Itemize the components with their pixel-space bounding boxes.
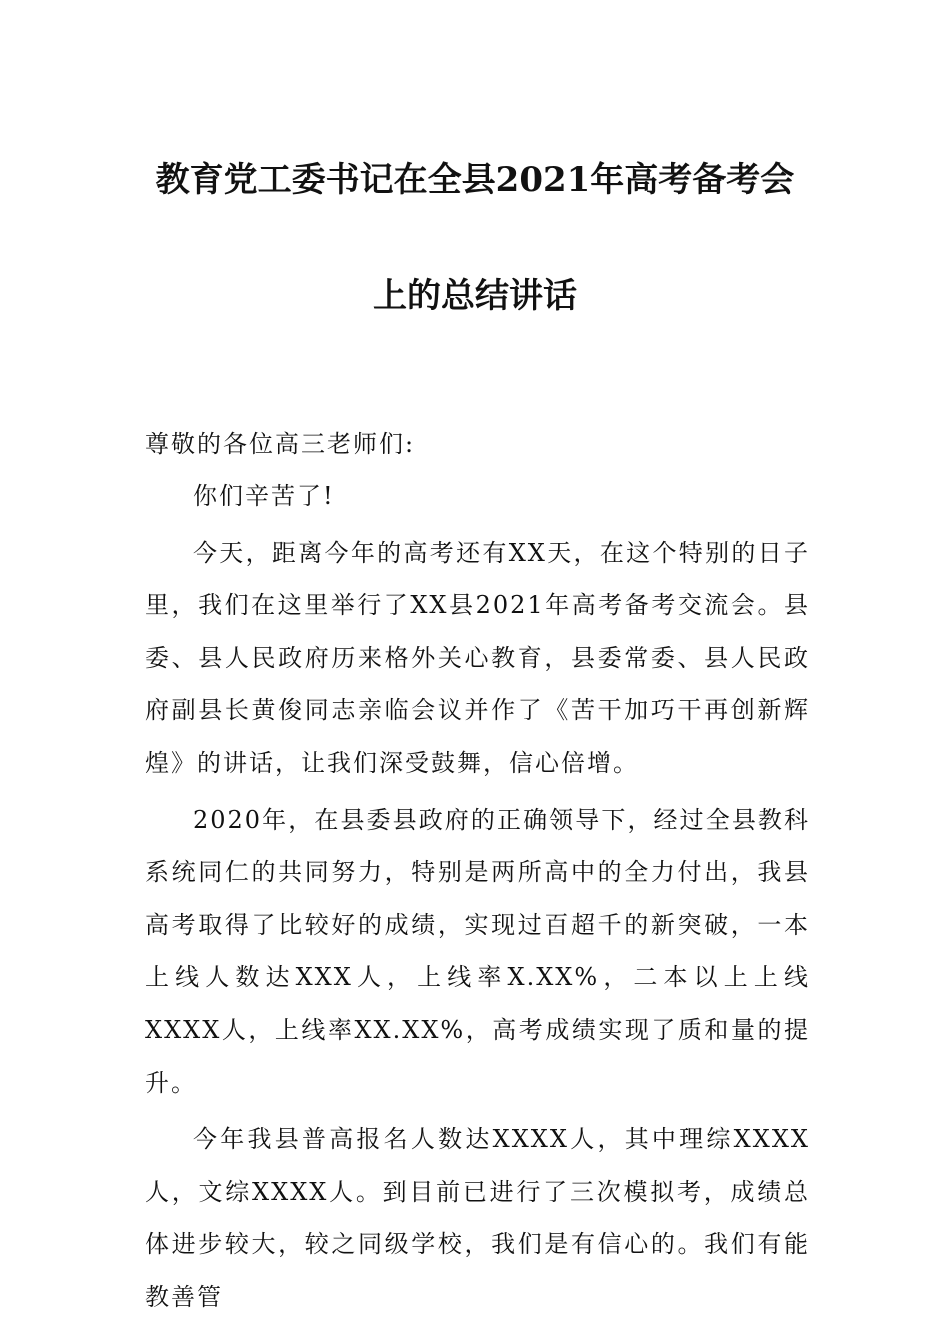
document-body [145, 470, 810, 1328]
paragraph-current-year: 今年我县普高报名人数达XXXX人，其中理综XXXX人，文综XXXX人。到目前已进行了三次模拟考，成绩总体进步较大，较之同级学校，我们是有信心的。我们有能教善管 [145, 1125, 810, 1311]
paragraph-introduction: 今天，距离今年的高考还有XX天，在这个特别的日子里，我们在这里举行了XX县2021年高考备考交流会。县委、县人民政府历来格外关心教育，县委常委、县人民政府副县长黄俊同志亲临会议并作了《苦干加巧干再创新辉煌》的讲话，让我们深受鼓舞，信心倍增。 [145, 538, 810, 777]
document-title-line-1: 教育党工委书记在全县2021年高考备考会 [155, 160, 795, 200]
paragraph-2020-results: 2020年，在县委县政府的正确领导下，经过全县教科系统同仁的共同努力，特别是两所高中的全力付出，我县高考取得了比较好的成绩，实现过百超千的新突破，一本上线人数达XXX人，上线率X.XX%，二本以上上线XXXX人，上线率XX.XX%，高考成绩实现了质和量的提升。 [145, 805, 810, 1097]
paragraph-greeting: 你们辛苦了! [193, 482, 335, 510]
document-title-line-2: 上的总结讲话 [373, 276, 577, 316]
salutation: 尊敬的各位高三老师们: [145, 430, 416, 458]
